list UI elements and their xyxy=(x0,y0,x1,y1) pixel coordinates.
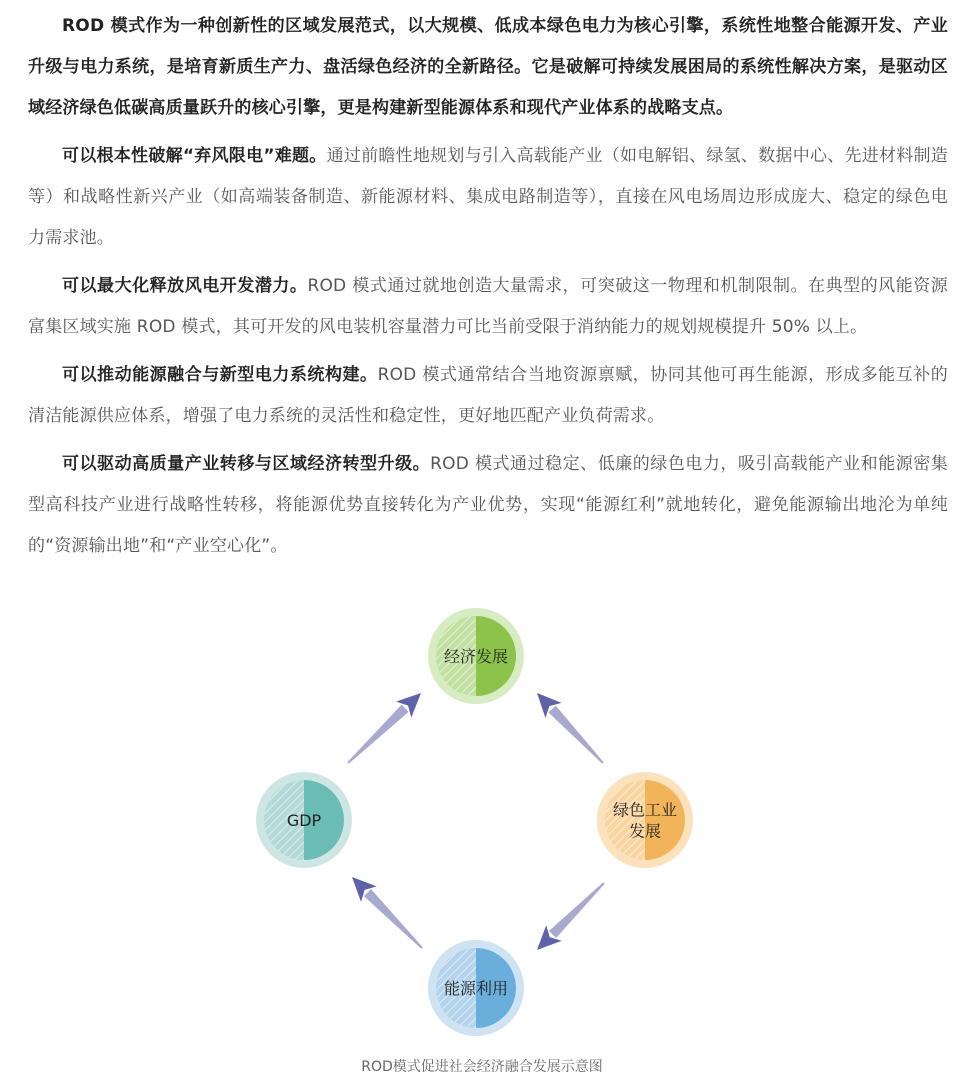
point-lead: 可以根本性破解“弃风限电”难题。 xyxy=(62,146,327,166)
node-label: 绿色工业 xyxy=(612,800,678,820)
node-green-industry xyxy=(597,772,693,868)
cycle-diagram xyxy=(0,560,964,1078)
arrow-green-to-energy xyxy=(529,875,612,958)
point-lead: 可以推动能源融合与新型电力系统构建。 xyxy=(62,365,378,385)
node-label: 能源利用 xyxy=(443,979,509,998)
point-body: ROD 模式通过就地创造大量需求，可突破这一物理和机制限制。在典型的风能资源富集区域实施 ROD 模式，其可开发的风电装机容量潜力可比当前受限于消纳能力的规划规模提升 50% 以上。 xyxy=(28,276,948,337)
node-gdp xyxy=(256,772,352,868)
arrow-green-to-economy xyxy=(529,685,611,770)
point-body: ROD 模式通过稳定、低廉的绿色电力，吸引高载能产业和能源密集型高科技产业进行战略性转移，将能源优势直接转化为产业优势，实现“能源红利”就地转化，避免能源输出地沦为单纯的“资源输出地”和“产业空心化”。 xyxy=(28,454,949,556)
nodes-layer xyxy=(256,608,693,1036)
intro-paragraph: ROD 模式作为一种创新性的区域发展范式，以大规模、低成本绿色电力为核心引擎，系统性地整合能源开发、产业升级与电力系统，是培育新质生产力、盘活绿色经济的全新路径。它是破解可持续发展困局的系统性解决方案，是驱动区域经济绿色低碳高质量跃升的核心引擎，更是构建新型能源体系和现代产业体系的战略支点。 xyxy=(28,16,948,118)
point-paragraph-1 xyxy=(28,136,948,259)
node-label: 发展 xyxy=(628,821,662,841)
node-economy xyxy=(428,608,524,704)
point-paragraph-2 xyxy=(28,266,948,348)
point-body: ROD 模式通常结合当地资源禀赋，协同其他可再生能源，形成多能互补的清洁能源供应体系，增强了电力系统的灵活性和稳定性，更好地匹配产业负荷需求。 xyxy=(28,365,948,426)
diagram-caption: ROD模式促进社会经济融合发展示意图 xyxy=(361,1059,603,1075)
node-label: 经济发展 xyxy=(443,647,509,666)
point-paragraph-3 xyxy=(28,355,948,437)
arrow-gdp-to-economy xyxy=(340,685,428,771)
article xyxy=(28,6,948,574)
point-lead: 可以驱动高质量产业转移与区域经济转型升级。 xyxy=(62,454,431,474)
point-lead: 可以最大化释放风电开发潜力。 xyxy=(62,276,308,296)
point-paragraph-4 xyxy=(28,444,948,567)
cycle-diagram-svg xyxy=(0,560,964,1060)
node-energy xyxy=(428,940,524,1036)
arrow-energy-to-gdp xyxy=(344,869,430,955)
point-body: 通过前瞻性地规划与引入高载能产业（如电解铝、绿氢、数据中心、先进材料制造等）和战略性新兴产业（如高端装备制造、新能源材料、集成电路制造等），直接在风电场周边形成庞大、稳定的绿色电力需求池。 xyxy=(28,146,949,248)
node-label: GDP xyxy=(286,811,322,830)
arrows-layer xyxy=(340,685,611,958)
